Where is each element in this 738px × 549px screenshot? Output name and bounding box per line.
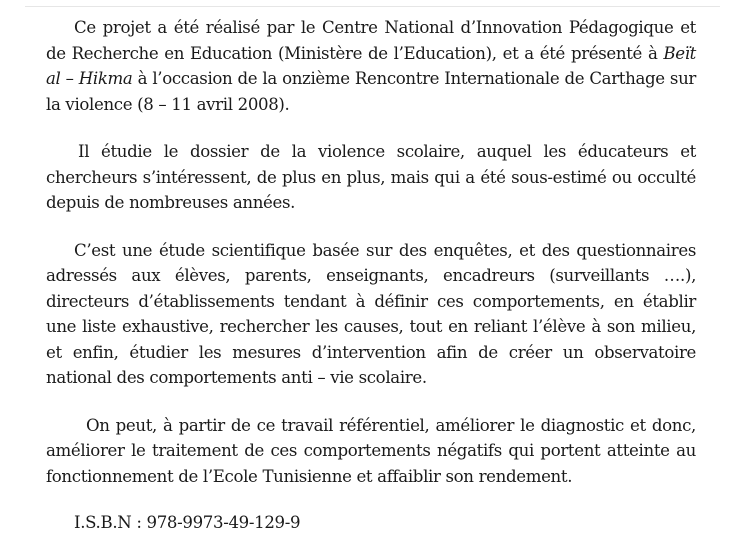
paragraph-1-text: Ce projet a été réalisé par le Centre National d’Innovation Pédagogique et de Recherche en Education (Ministère de l’Education), et a été présenté à xyxy=(46,18,696,63)
top-divider xyxy=(25,6,720,7)
paragraph-improvement: On peut, à partir de ce travail référentiel, améliorer le diagnostic et donc, améliorer le traitement de ces comportements négatifs qui portent atteinte au fonctionnement de l’Ecole Tunisienne et affaiblir son rendement. xyxy=(46,415,696,486)
isbn-line: I.S.B.N : 978-9973-49-129-9 xyxy=(74,513,301,532)
paragraph-school-violence: Il étudie le dossier de la violence scolaire, auquel les éducateurs et chercheurs s’intéressent, de plus en plus, mais qui a été sous-estimé ou occulté depuis de nombreuses années. xyxy=(46,142,696,212)
paragraph-1-rest: à l’occasion de la onzième Rencontre Internationale de Carthage sur la violence (8 – 11 avril 2008). xyxy=(46,69,696,114)
document-body xyxy=(46,15,696,536)
paragraph-project-intro xyxy=(46,15,696,117)
italic-beit-al: Beït al xyxy=(46,43,696,88)
paragraph-scientific-study: C’est une étude scientifique basée sur des enquêtes, et des questionnaires adressés aux élèves, parents, enseignants, encadreurs (surveillants ….), directeurs d’établissements tendant à définir ces comportements, en établir une liste exhaustive, rechercher les causes, tout en reliant l’élève à son milieu, et enfin, étudier les mesures d’intervention afin de créer un observatoire national des comportements anti – vie scolaire. xyxy=(46,240,696,387)
italic-hikma: Hikma xyxy=(78,69,133,88)
paragraph-1-dash: – xyxy=(60,69,79,88)
